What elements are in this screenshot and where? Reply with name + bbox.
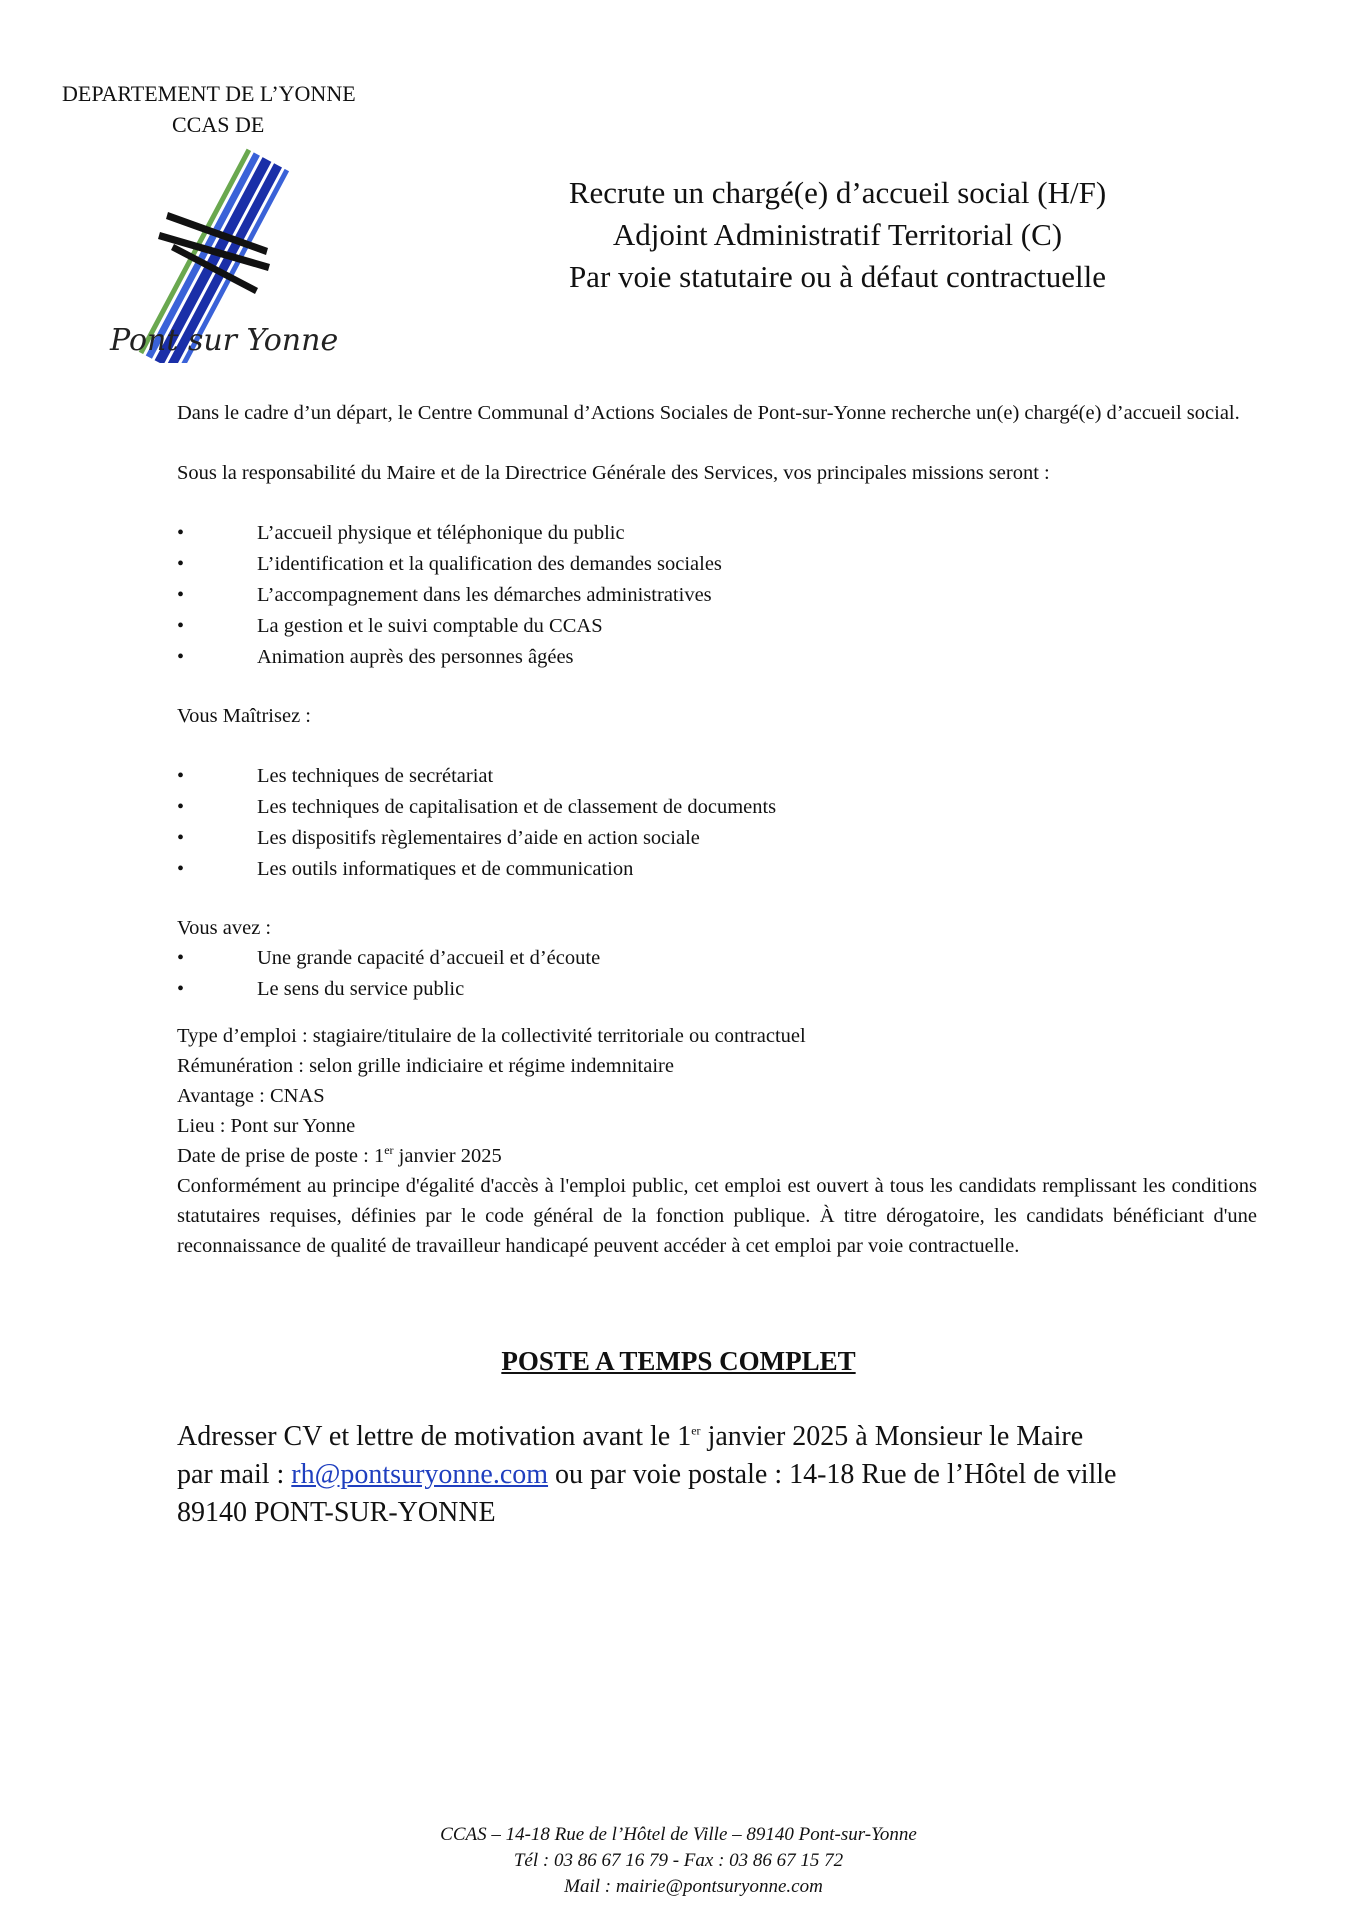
logo-text: Pont sur Yonne xyxy=(110,323,339,358)
conformity-paragraph: Conformément au principe d'égalité d'accès à l'emploi public, cet emploi est ouvert à tous les candidats remplissant les conditions statutaires requises, définies par le code général de la fonction publique. À titre dérogatoire, les candidats bénéficiant d'une reconnaissance de qualité de travailleur handicapé peuvent accéder à cet emploi par voie contractuelle. xyxy=(177,1175,1257,1257)
ccas-label: CCAS DE xyxy=(172,112,265,137)
remuneration: Rémunération : selon grille indiciaire et régime indemnitaire xyxy=(177,1055,674,1077)
skills-list xyxy=(177,761,1257,885)
list-item: • Le sens du service public xyxy=(177,974,1257,1005)
location: Lieu : Pont sur Yonne xyxy=(177,1115,356,1137)
list-item: • L’accompagnement dans les démarches administratives xyxy=(177,580,1257,611)
job-title xyxy=(505,172,1170,298)
list-item: • La gestion et le suivi comptable du CCAS xyxy=(177,611,1257,642)
list-item: • Animation auprès des personnes âgées xyxy=(177,642,1257,673)
footer xyxy=(0,1822,1357,1900)
footer-mail: Mail : mairie@pontsuryonne.com xyxy=(564,1876,823,1897)
qualities-lead: Vous avez : xyxy=(177,917,272,939)
list-item: • Les techniques de secrétariat xyxy=(177,761,1257,792)
intro-paragraph: Dans le cadre d’un départ, le Centre Communal d’Actions Sociales de Pont-sur-Yonne recherche un(e) chargé(e) d’accueil social. xyxy=(177,402,1240,424)
footer-phone: Tél : 03 86 67 16 79 - Fax : 03 86 67 15 72 xyxy=(513,1850,844,1871)
title-line-3: Par voie statutaire ou à défaut contractuelle xyxy=(568,259,1107,294)
email-link[interactable]: rh@pontsuryonne.com xyxy=(291,1459,549,1490)
pont-sur-yonne-logo xyxy=(108,148,363,363)
skills-lead: Vous Maîtrisez : xyxy=(177,705,312,727)
list-item: • L’accueil physique et téléphonique du public xyxy=(177,518,1257,549)
apply-line-2: par mail : rh@pontsuryonne.com ou par voie postale : 14-18 Rue de l’Hôtel de ville xyxy=(177,1459,1117,1490)
offer-body xyxy=(177,398,1257,1261)
application-instructions xyxy=(177,1418,1297,1532)
list-item: • L’identification et la qualification des demandes sociales xyxy=(177,549,1257,580)
start-date: Date de prise de poste : 1er janvier 2025 xyxy=(177,1143,502,1167)
job-details xyxy=(177,1021,1257,1261)
list-item: • Les techniques de capitalisation et de classement de documents xyxy=(177,792,1257,823)
footer-address: CCAS – 14-18 Rue de l’Hôtel de Ville – 89140 Pont-sur-Yonne xyxy=(440,1824,917,1845)
apply-line-3: 89140 PONT-SUR-YONNE xyxy=(177,1497,496,1528)
advantage: Avantage : CNAS xyxy=(177,1085,325,1107)
title-line-1: Recrute un chargé(e) d’accueil social (H/F) xyxy=(568,175,1107,210)
department-label: DEPARTEMENT DE L’YONNE xyxy=(62,81,356,106)
full-time-heading: POSTE A TEMPS COMPLET xyxy=(501,1346,856,1376)
employment-type: Type d’emploi : stagiaire/titulaire de la collectivité territoriale ou contractuel xyxy=(177,1025,806,1047)
title-line-2: Adjoint Administratif Territorial (C) xyxy=(612,217,1063,252)
list-item: • Les dispositifs règlementaires d’aide en action sociale xyxy=(177,823,1257,854)
missions-list xyxy=(177,518,1257,673)
header-block xyxy=(62,78,356,140)
list-item: • Une grande capacité d’accueil et d’écoute xyxy=(177,943,1257,974)
qualities-list xyxy=(177,943,1257,1005)
list-item: • Les outils informatiques et de communication xyxy=(177,854,1257,885)
apply-line-1: Adresser CV et lettre de motivation avant le 1er janvier 2025 à Monsieur le Maire xyxy=(177,1421,1084,1452)
missions-lead: Sous la responsabilité du Maire et de la Directrice Générale des Services, vos principales missions seront : xyxy=(177,462,1050,484)
